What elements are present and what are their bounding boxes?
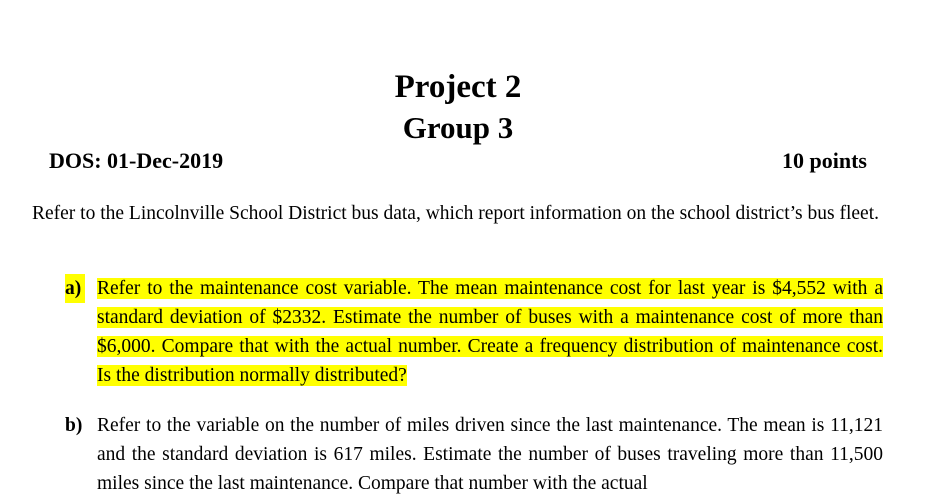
dos-date: DOS: 01-Dec-2019 <box>49 148 224 173</box>
document-title: Project 2 <box>394 69 522 105</box>
question-item-a <box>65 274 883 390</box>
intro-paragraph: Refer to the Lincolnville School District bus data, which report information on the school district’s bus fleet. <box>32 203 879 224</box>
document-subtitle: Group 3 <box>402 110 514 145</box>
question-text: Refer to the variable on the number of miles driven since the last maintenance. The mean is 11,121 and the standard deviation is 617 miles. Estimate the number of buses traveling more than 11,500 miles since the last maintenance. Compare that number with the actual <box>97 415 883 494</box>
points-value: 10 points <box>782 148 867 173</box>
question-label: a) <box>65 274 85 303</box>
question-item-b <box>65 411 883 498</box>
question-text-container <box>97 274 883 390</box>
question-label: b) <box>65 415 83 436</box>
question-text-highlighted: Refer to the maintenance cost variable. The mean maintenance cost for last year is $4,552 with a standard deviation of $2332. Estimate the number of buses with a maintenance cost of more than $6,000. Compare that with the actual number. Create a frequency distribution of maintenance cost. Is the distribution normally distributed? <box>97 278 883 386</box>
